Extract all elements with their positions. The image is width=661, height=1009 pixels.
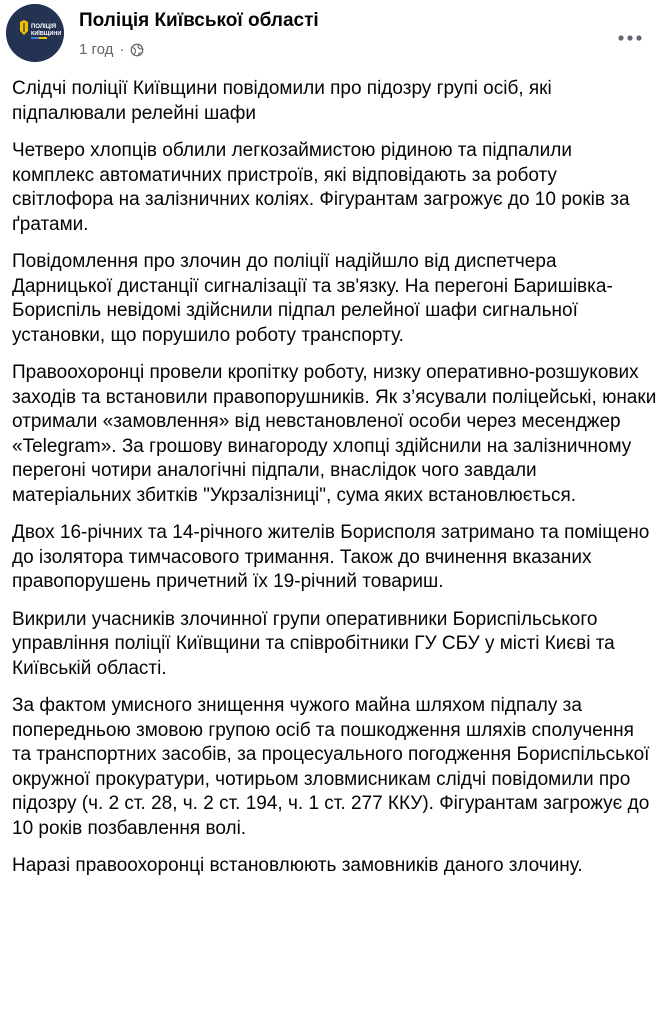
post-paragraph: Четверо хлопців облили легкозаймистою рідиною та підпалили комплекс автоматичних пристроїв, які відповідають за роботу світлофора на залізничних коліях. Фігурантам загрожує до 10 років за ґратами. — [12, 140, 630, 235]
meta-separator: · — [119, 41, 125, 58]
post-text — [12, 77, 657, 892]
post-paragraph: Двох 16-річних та 14-річного жителів Борисполя затримано та поміщено до ізолятора тимчасового тримання. Також до вчинення вказаних правопорушень причетний їх 19-річний товариш. — [12, 522, 650, 592]
page-avatar[interactable] — [6, 4, 64, 62]
logo-text-line1: ПОЛІЦІЯ — [31, 24, 57, 30]
more-horizontal-icon — [617, 34, 643, 42]
post-paragraph: Повідомлення про злочин до поліції надійшло від диспетчера Дарницької дистанції сигналізації та зв'язку. На перегоні Баришівка-Бориспіль невідомі здійснили підпал релейної шафи сигнальної установки, що порушило роботу транспорту. — [12, 251, 613, 346]
post-paragraph: Слідчі поліції Київщини повідомили про підозру групі осіб, які підпалювали релейні шафи — [12, 78, 552, 124]
post-timestamp[interactable]: 1 год — [79, 41, 114, 58]
more-options-button[interactable] — [612, 24, 648, 52]
post-paragraph: Правоохоронці провели кропітку роботу, низку оперативно-розшукових заходів та встановили правопорушників. Як з’ясували поліцейські, юнаки отримали «замовлення» від невстановленої особи через месенджер «Telegram». За грошову винагороду хлопці здійснили на залізничному перегоні чотири аналогічні підпали, внаслідок чого завдали матеріальних збитків "Укрзалізниці", сума яких встановлюється. — [12, 362, 657, 506]
post-paragraph: Наразі правоохоронці встановлюють замовників даного злочину. — [12, 855, 583, 876]
post-paragraph: Викрили учасників злочинної групи оперативники Бориспільського управління поліції Київщини та співробітники ГУ СБУ у місті Києві та Київській області. — [12, 608, 615, 679]
logo-text-line2: КИЇВЩИНИ — [31, 31, 62, 37]
post-meta — [79, 41, 144, 58]
post-paragraph: За фактом умисного знищення чужого майна шляхом підпалу за попередньою змовою групою осіб та пошкодження шляхів сполучення та транспортних засобів, за процесуального погодження Бориспільської окружної прокуратури, чотирьом зловмисникам слідчі повідомили про підозру (ч. 2 ст. 28, ч. 2 ст. 194, ч. 1 ст. 277 ККУ). Фігурантам загрожує до 10 років позбавлення волі. — [12, 695, 650, 839]
police-logo-icon — [6, 4, 64, 62]
post-header — [0, 0, 661, 80]
globe-icon[interactable] — [130, 43, 144, 57]
page-name-link[interactable]: Поліція Київської області — [79, 10, 319, 31]
